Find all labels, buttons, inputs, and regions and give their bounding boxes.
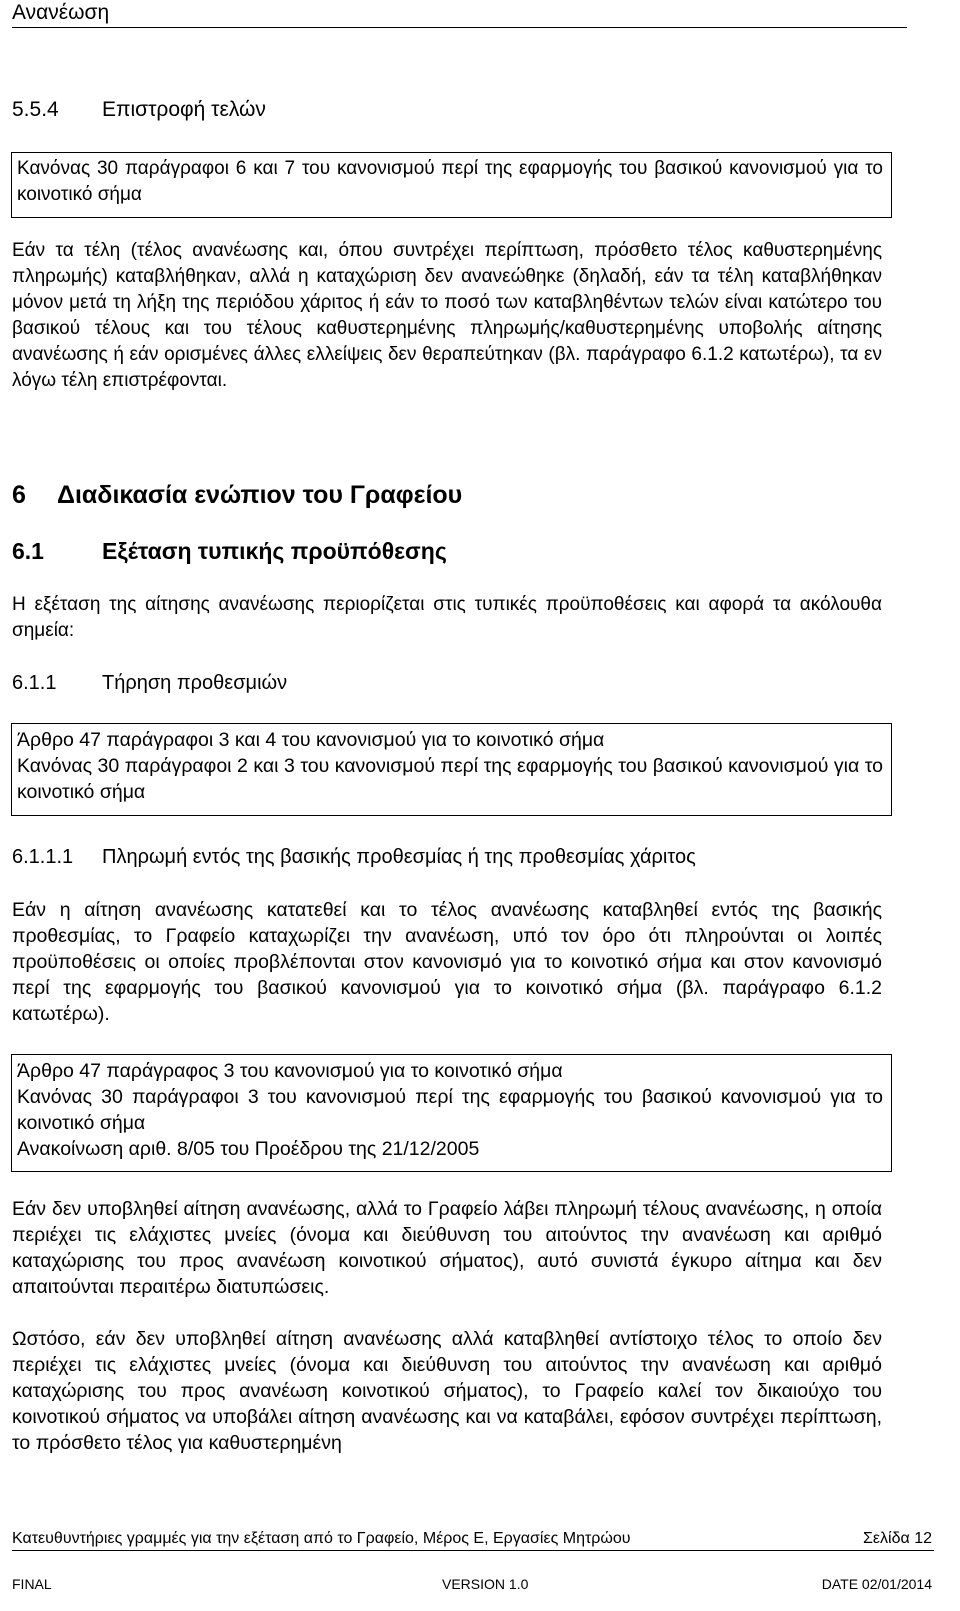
section-number: 6.1 xyxy=(12,538,44,564)
legal-reference-box xyxy=(11,723,892,816)
section-5-5-4-heading xyxy=(12,96,266,124)
doc-status: FINAL xyxy=(12,1576,52,1592)
legal-reference-box xyxy=(11,152,892,218)
chapter-6-heading xyxy=(12,480,462,510)
invalid-payment-paragraph: Ωστόσο, εάν δεν υποβληθεί αίτηση ανανέωσης αλλά καταβληθεί αντίστοιχο τέλος το οποίο δεν περιέχει τις ελάχιστες μνείες (όνομα και διεύθυνση του αιτούντος την ανανέωση και αριθμό καταχώρισης του προς ανανέωση κοινοτικού σήματος), το Γραφείο καλεί τον δικαιούχο του κοινοτικού σήματος να υποβάλει αίτηση ανανέωσης και να καταβάλει, εφόσον συντρέχει περίπτωση, το πρόσθετο τέλος για καθυστερημένη xyxy=(12,1328,882,1454)
section-6-1-1-heading xyxy=(12,670,287,696)
section-number: 6.1.1 xyxy=(12,672,57,694)
legal-reference-line: Άρθρο 47 παράγραφος 3 του κανονισμού για το κοινοτικό σήμα xyxy=(17,1060,563,1082)
legal-reference-line: Άρθρο 47 παράγραφοι 3 και 4 του κανονισμού για το κοινοτικό σήμα xyxy=(17,729,605,751)
chapter-title: Διαδικασία ενώπιον του Γραφείου xyxy=(57,481,463,509)
section-6-1-intro: Η εξέταση της αίτησης ανανέωσης περιορίζεται στις τυπικές προϋποθέσεις και αφορά τα ακόλουθα σημεία: xyxy=(12,594,882,641)
document-meta xyxy=(12,1575,934,1593)
section-6-1-1-1-heading xyxy=(12,844,696,870)
section-6-1-heading xyxy=(12,537,447,565)
doc-version: VERSION 1.0 xyxy=(442,1576,529,1592)
page-number: Σελίδα 12 xyxy=(863,1530,932,1547)
legal-reference-box xyxy=(11,1054,892,1172)
payment-paragraph: Εάν η αίτηση ανανέωσης κατατεθεί και το τέλος ανανέωσης καταβληθεί εντός της βασικής προθεσμίας, το Γραφείο καταχωρίζει την ανανέωση, υπό τον όρο ότι πληρούνται οι λοιπές προϋποθέσεις οι οποίες προβλέπονται στον κανονισμό για το κοινοτικό σήμα και στον κανονισμό περί της εφαρμογής του βασικού κανονισμού για το κοινοτικό σήμα (βλ. παράγραφο 6.1.2 κατωτέρω). xyxy=(12,899,882,1025)
legal-reference-line: Κανόνας 30 παράγραφοι 3 του κανονισμού περί της εφαρμογής του βασικού κανονισμού για το κοινοτικό σήμα xyxy=(17,1086,883,1134)
legal-reference-line: Κανόνας 30 παράγραφοι 2 και 3 του κανονισμού περί της εφαρμογής του βασικού κανονισμού για το κοινοτικό σήμα xyxy=(17,755,883,803)
section-title: Επιστροφή τελών xyxy=(102,98,266,121)
page-footer xyxy=(12,1528,934,1551)
section-title: Εξέταση τυπικής προϋπόθεσης xyxy=(102,538,447,564)
footer-guide-title: Κατευθυντήριες γραμμές για την εξέταση από το Γραφείο, Μέρος Ε, Εργασίες Μητρώου xyxy=(12,1530,631,1547)
no-application-paragraph: Εάν δεν υποβληθεί αίτηση ανανέωσης, αλλά το Γραφείο λάβει πληρωμή τέλους ανανέωσης, η οποία περιέχει τις ελάχιστες μνείες (όνομα και διεύθυνση του αιτούντος την ανανέωση και αριθμό καταχώρισης του προς ανανέωση κοινοτικού σήματος), αυτό συνιστά έγκυρο αίτημα και δεν απαιτούνται περαιτέρω διατυπώσεις. xyxy=(12,1198,882,1298)
chapter-number: 6 xyxy=(12,481,26,509)
legal-reference-text: Κανόνας 30 παράγραφοι 6 και 7 του κανονισμού περί της εφαρμογής του βασικού κανονισμού για το κοινοτικό σήμα xyxy=(17,158,883,205)
section-number: 6.1.1.1 xyxy=(12,846,74,868)
section-title: Τήρηση προθεσμιών xyxy=(102,672,288,694)
refund-paragraph: Εάν τα τέλη (τέλος ανανέωσης και, όπου συντρέχει περίπτωση, πρόσθετο τέλος καθυστερημένης πληρωμής) καταβλήθηκαν, αλλά η καταχώριση δεν ανανεώθηκε (δηλαδή, εάν τα τέλη καταβλήθηκαν μόνον μετά τη λήξη της περιόδου χάριτος ή εάν το ποσό των καταβληθέντων τελών είναι κατώτερο του βασικού τέλους και του τέλους καθυστερημένης πληρωμής/καθυστερημένης υποβολής αίτησης ανανέωσης ή εάν ορισμένες άλλες ελλείψεις δεν θεραπεύτηκαν (βλ. παράγραφο 6.1.2 κατωτέρω), τα εν λόγω τέλη επιστρέφονται. xyxy=(12,240,882,391)
section-title: Πληρωμή εντός της βασικής προθεσμίας ή της προθεσμίας χάριτος xyxy=(102,846,696,868)
running-header: Ανανέωση xyxy=(12,0,907,28)
doc-date: DATE 02/01/2014 xyxy=(821,1576,932,1592)
section-number: 5.5.4 xyxy=(12,98,59,121)
legal-reference-line: Ανακοίνωση αριθ. 8/05 του Προέδρου της 21/12/2005 xyxy=(17,1138,480,1160)
